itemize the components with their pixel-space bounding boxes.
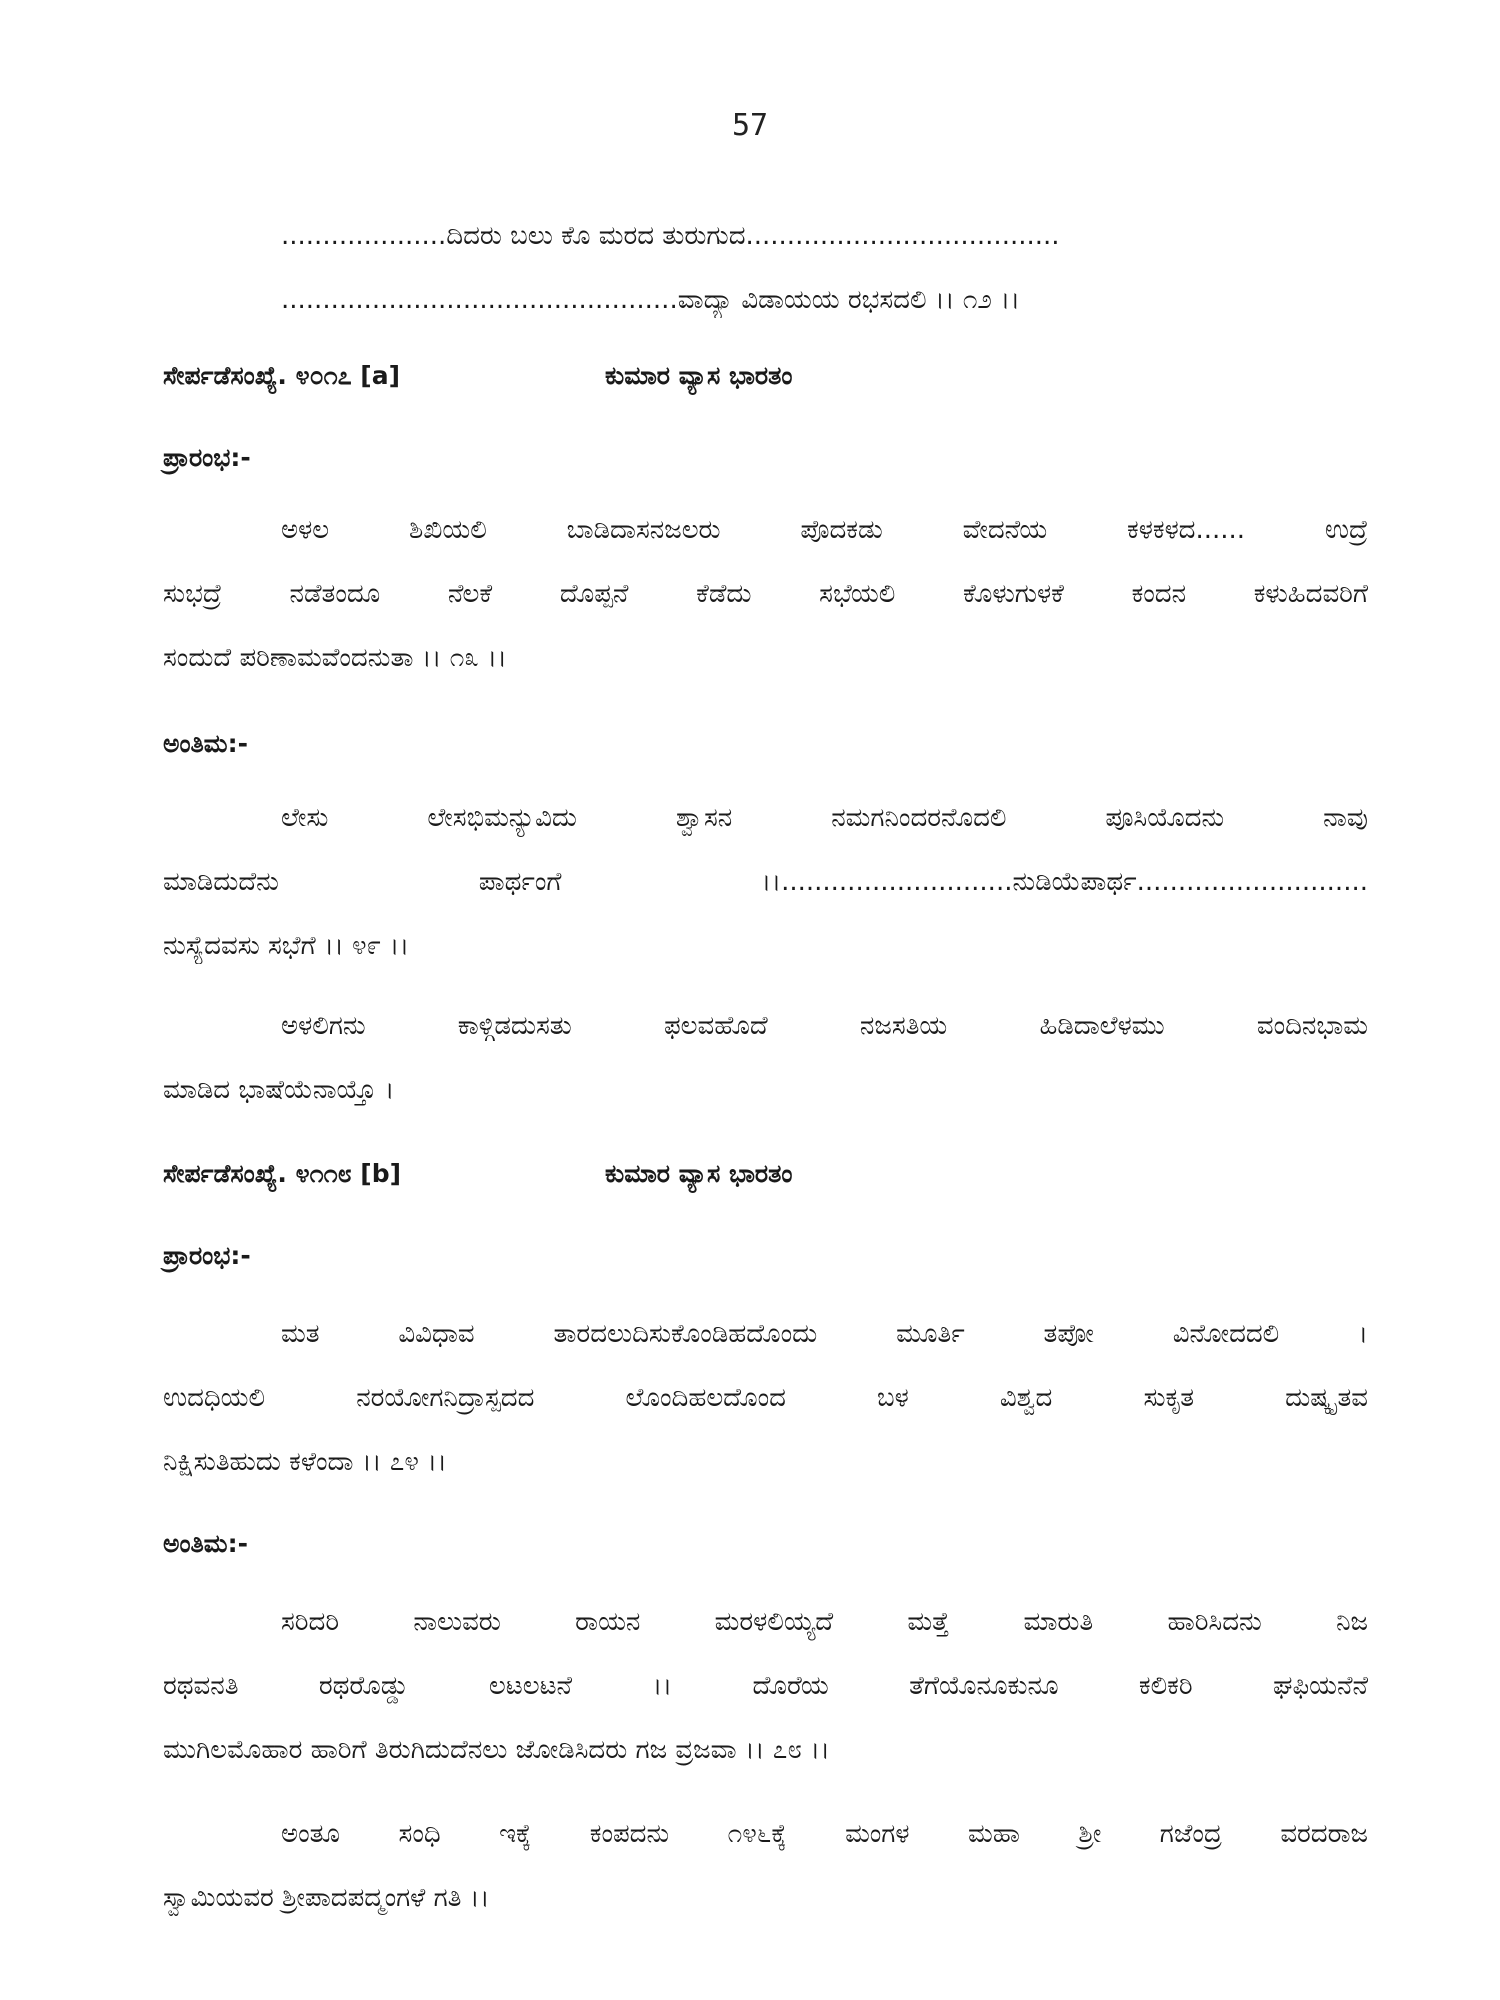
continuation-block: [163, 218, 1368, 318]
text-line: ಮತ ವಿವಿಧಾವ ತಾರದಲುದಿಸುಕೊಂಡಿಹದೊಂದು ಮೂರ್ತಿ ತಪೋ ವಿನೋದದಲಿ ।: [281, 1319, 1368, 1349]
text-line: ಅಳಲಿಗನು ಕಾಳ್ಗಿಡದುಸತು ಫಲವಹೊದೆ ನಜಸತಿಯ ಹಿಡಿದಾಲೆಳಮು ವಂದಿನಭಾಮ: [281, 1011, 1368, 1041]
section-a-end-text-2: [163, 1008, 1368, 1108]
text-line: ಸ್ವಾಮಿಯವರ ಶ್ರೀಪಾದಪದ್ಮಂಗಳೆ ಗತಿ ।।: [163, 1883, 490, 1913]
text-line: ಸಂದುದೆ ಪರಿಣಾಮವೆಂದನುತಾ ।। ೧೩ ।।: [163, 643, 507, 673]
text-line: ರಥವನತಿ ರಥರೊಡ್ಡು ಲಟಲಟನೆ ।। ದೊರೆಯ ತೆಗೆಯೊನೂಕುನೂ ಕಲಿಕರಿ ಘಫಿಯನೆನೆ: [163, 1671, 1368, 1701]
section-b-title: ಕುಮಾರ ವ್ಯಾಸ ಭಾರತಂ: [605, 1159, 793, 1188]
section-b-number: ಸೇರ್ಪಡೆಸಂಖ್ಯೆ. ೪೧೧೮ [b]: [163, 1159, 402, 1188]
text-line: ....................ದಿದರು ಬಲು ಕೊ ಮರದ ತುರುಗುದ......................................: [281, 221, 1060, 251]
section-a-number: ಸೇರ್ಪಡೆಸಂಖ್ಯೆ. ೪೦೧೭ [a]: [163, 361, 401, 390]
text-line: ನಿಕ್ಷಿಸುತಿಹುದು ಕಳೆಂದಾ ।। ೭೪ ।।: [163, 1447, 447, 1477]
text-line: ಸರಿದರಿ ನಾಲುವರು ರಾಯನ ಮರಳಲಿಯ್ಯದೆ ಮತ್ತೆ ಮಾರುತಿ ಹಾರಿಸಿದನು ನಿಜ: [281, 1607, 1368, 1637]
section-a-end-label: ಅಂತಿಮ:-: [163, 729, 248, 758]
text-line: ಮುಗಿಲಮೊಹಾರ ಹಾರಿಗೆ ತಿರುಗಿದುದೆನಲು ಜೋಡಿಸಿದರು ಗಜ ವ್ರಜವಾ ।। ೭೮ ।।: [163, 1735, 830, 1765]
text-line: ನುಸ್ಯೆದವಸು ಸಭೆಗೆ ।। ೪೯ ।।: [163, 931, 410, 961]
section-b-start-label: ಪ್ರಾರಂಭ:-: [163, 1241, 251, 1270]
section-a-heading: [163, 358, 1368, 394]
section-a-title: ಕುಮಾರ ವ್ಯಾಸ ಭಾರತಂ: [605, 361, 793, 390]
section-a-start-text: [163, 512, 1368, 676]
text-line: ಮಾಡಿದುದೆನು ಪಾರ್ಥಂಗೆ ।।............................ನುಡಿಯೆಪಾರ್ಥ............................: [163, 867, 1368, 897]
section-b-start-text: [163, 1316, 1368, 1480]
text-line: ಅಳಲ ಶಿಖಿಯಲಿ ಬಾಡಿದಾಸನಜಲರು ಪೊದಕಡು ವೇದನೆಯ ಕಳಕಳದ...... ಉದ್ರೆ: [281, 515, 1368, 545]
text-line: ಲೇಸು ಲೇಸಭಿಮನ್ಯುವಿದು ಶ್ವಾಸನ ನಮಗನಿಂದರನೊದಲಿ ಪೂಸಿಯೊದನು ನಾವು: [281, 803, 1368, 833]
text-line: ಅಂತೂ ಸಂಧಿ ಇಕ್ಕೆ ಕಂಪದನು ೧೪೬ಕ್ಕೆ ಮಂಗಳ ಮಹಾ ಶ್ರೀ ಗಜೆಂದ್ರ ವರದರಾಜ: [281, 1819, 1368, 1849]
section-b-heading: [163, 1156, 1368, 1192]
text-line: ಉದಧಿಯಲಿ ನರಯೋಗನಿದ್ರಾಸ್ಪದದ ಲೊಂದಿಹಲದೊಂದ ಬಳ ವಿಶ್ವದ ಸುಕೃತ ದುಷ್ಕೃತವ: [163, 1383, 1368, 1413]
section-b-end-label: ಅಂತಿಮ:-: [163, 1529, 248, 1558]
section-a-end-text: [163, 800, 1368, 964]
page-number: 57: [731, 108, 769, 143]
text-line: ಮಾಡಿದ ಭಾಷೆಯೆನಾಯ್ತೊ ।: [163, 1075, 395, 1105]
section-b-end-text: [163, 1604, 1368, 1768]
text-line: ಸುಭದ್ರೆ ನಡೆತಂದೂ ನೆಲಕೆ ದೊಪ್ಪನೆ ಕೆಡೆದು ಸಭೆಯಲಿ ಕೊಳುಗುಳಕೆ ಕಂದನ ಕಳುಹಿದವರಿಗೆ: [163, 579, 1368, 609]
text-line: ................................................ವಾದ್ಯಾ ವಿಡಾಯಯ ರಭಸದಲಿ ।। ೧೨ ।।: [281, 285, 1020, 315]
section-a-start-label: ಪ್ರಾರಂಭ:-: [163, 443, 251, 472]
section-b-end-text-2: [163, 1816, 1368, 1916]
